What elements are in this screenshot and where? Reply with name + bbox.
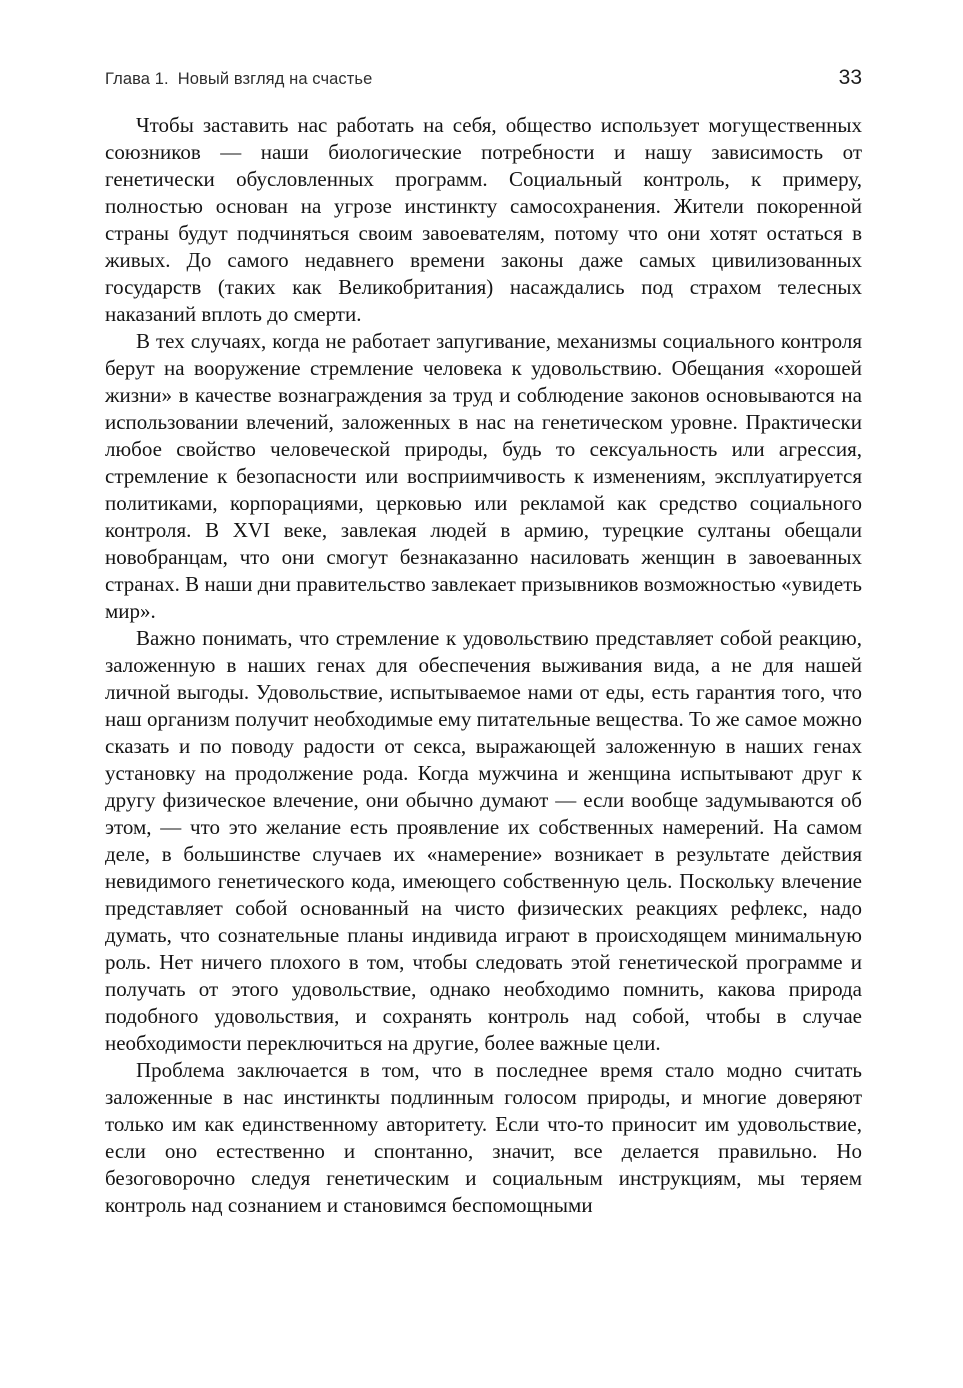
paragraph-1: Чтобы заставить нас работать на себя, общество использует могущественных союзников — наши биологические потребности и нашу зависимость от генетически обусловленных программ. Социальный контроль, к примеру, полностью основан на угрозе инстинкту самосохранения. Жители покоренной страны будут подчиняться своим завоевателям, потому что они хотят остаться в живых. До самого недавнего времени законы даже самых цивилизованных государств (таких как Великобритания) насаждались под страхом телесных наказаний вплоть до смерти. [105,113,862,326]
page-body [105,112,862,1219]
chapter-label: Глава 1. [105,70,169,88]
paragraph-2: В тех случаях, когда не работает запугивание, механизмы социального контроля берут на вооружение стремление человека к удовольствию. Обещания «хорошей жизни» в качестве вознаграждения за труд и соблюдение законов основываются на использовании влечений, заложенных в нас на генетическом уровне. Практически любое свойство человеческой природы, будь то сексуальность или агрессия, стремление к безопасности или восприимчивость к изменениям, эксплуатируется политиками, корпорациями, церковью или рекламой как средство социального контроля. В XVI веке, завлекая людей в армию, турецкие султаны обещали новобранцам, что они смогут безнаказанно насиловать женщин в завоеванных странах. В наши дни правительство завлекает призывников возможностью «увидеть мир». [105,329,862,623]
paragraph-4: Проблема заключается в том, что в последнее время стало модно считать заложенные в нас инстинкты подлинным голосом природы, и многие доверяют только им как единственному авторитету. Если что-то приносит им удовольствие, если оно естественно и спонтанно, значит, все делается правильно. Но безоговорочно следуя генетическим и социальным инструкциям, мы теряем контроль над сознанием и становимся беспомощными [105,1058,862,1217]
running-header-title [105,70,372,89]
page-number: 33 [838,66,862,89]
running-header [105,66,862,90]
chapter-title: Новый взгляд на счастье [177,70,373,88]
paragraph-3: Важно понимать, что стремление к удовольствию представляет собой реакцию, заложенную в наших генах для обеспечения выживания вида, а не для нашей личной выгоды. Удовольствие, испытываемое нами от еды, есть гарантия того, что наш организм получит необходимые ему питательные вещества. То же самое можно сказать и по поводу радости от секса, выражающей заложенную в наших генах установку на продолжение рода. Когда мужчина и женщина испытывают друг к другу физическое влечение, они обычно думают — если вообще задумываются об этом, — что это желание есть проявление их собственных намерений. На самом деле, в большинстве случаев их «намерение» возникает в результате действия невидимого генетического кода, имеющего собственную цель. Поскольку влечение представляет собой основанный на чисто физических реакциях рефлекс, надо думать, что сознательные планы индивида играют в происходящем минимальную роль. Нет ничего плохого в том, чтобы следовать этой генетической программе и получать от этого удовольствие, однако необходимо помнить, какова природа подобного удовольствия, и сохранять контроль над собой, чтобы в случае необходимости переключиться на другие, более важные цели. [105,626,862,1055]
